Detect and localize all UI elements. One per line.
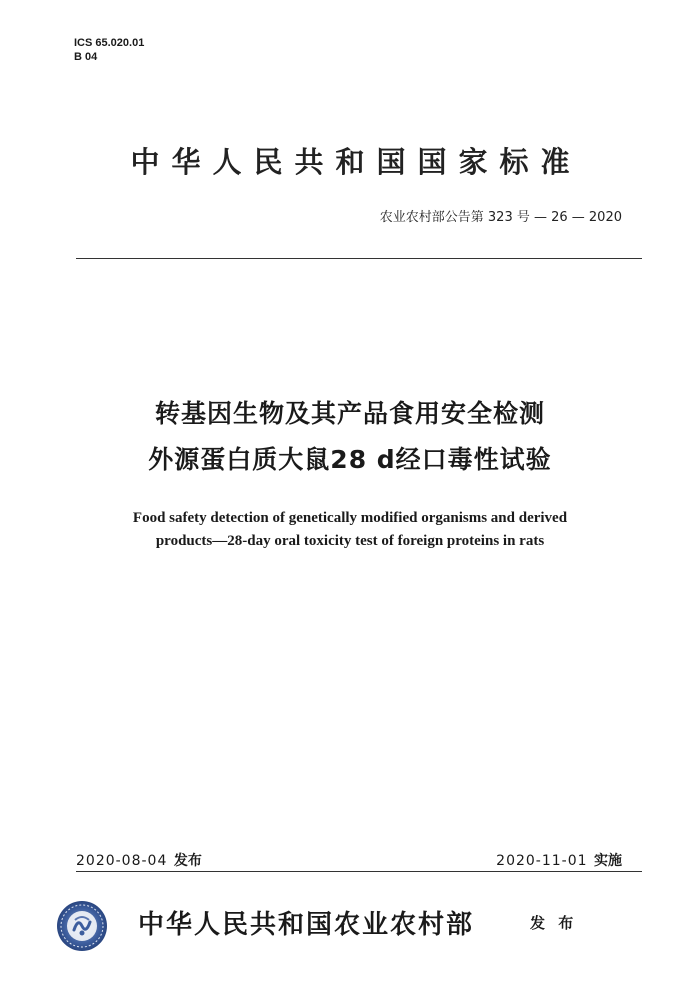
chinese-title-line-1: 转基因生物及其产品食用安全检测 <box>154 399 545 428</box>
publisher-name: 中华人民共和国农业农村部 <box>138 910 475 940</box>
implement-date: 2020-11-01 <box>496 853 588 869</box>
issue-label: 发布 <box>173 853 202 869</box>
top-divider <box>76 258 642 259</box>
publisher-label: 发 布 <box>530 914 578 932</box>
implement-date-block <box>496 850 622 870</box>
document-number: 农业农村部公告第 323 号 — 26 — 2020 <box>379 210 622 225</box>
chinese-title-line-2: 外源蛋白质大鼠28 d经口毒性试验 <box>148 445 552 474</box>
bottom-divider <box>76 871 642 872</box>
classification-block <box>74 36 144 64</box>
english-title-line-2: products—28-day oral toxicity test of foreign proteins in rats <box>155 533 545 549</box>
ics-code: ICS 65.020.01 <box>74 37 145 49</box>
issue-date-block <box>76 850 202 870</box>
english-title-line-1: Food safety detection of genetically modified organisms and derived <box>132 510 568 526</box>
ccs-code: B 04 <box>74 51 98 63</box>
standard-title: 中华人民共和国国家标准 <box>130 145 582 179</box>
issue-date: 2020-08-04 <box>76 853 168 869</box>
implement-label: 实施 <box>594 853 622 869</box>
ministry-emblem-icon <box>56 900 108 952</box>
